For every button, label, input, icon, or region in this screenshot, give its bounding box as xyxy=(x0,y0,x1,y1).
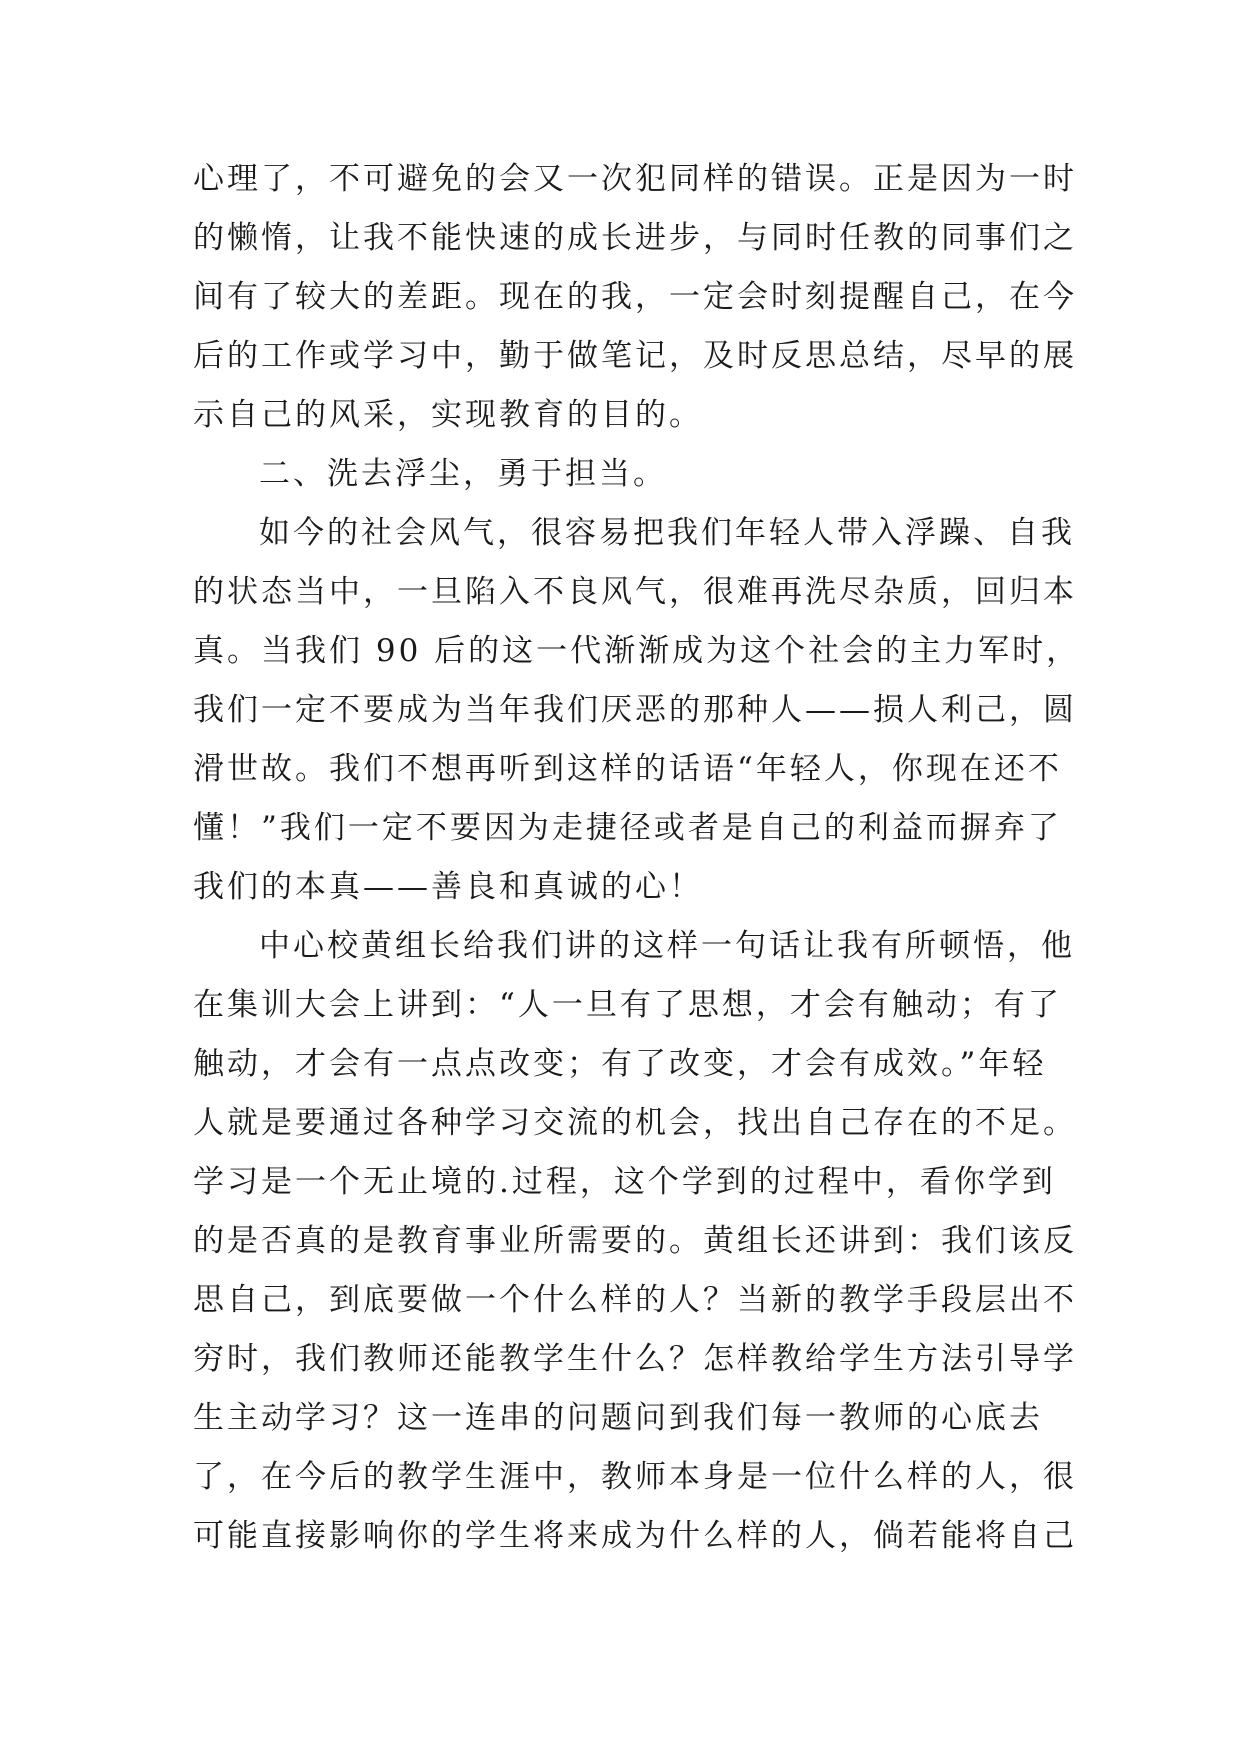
text-line: 的是否真的是教育事业所需要的。黄组长还讲到：我们该反 xyxy=(193,1223,1077,1259)
section-heading: 二、洗去浮尘，勇于担当。 xyxy=(259,456,667,492)
text-line: 真。当我们 90 后的这一代渐渐成为这个社会的主力军时， xyxy=(193,633,1081,669)
text-line: 触动，才会有一点点改变；有了改变，才会有成效。”年轻 xyxy=(193,1046,1047,1082)
text-line: 示自己的风采，实现教育的目的。 xyxy=(193,397,703,433)
text-line: 生主动学习？这一连串的问题问到我们每一教师的心底去 xyxy=(193,1400,1043,1436)
text-line: 中心校黄组长给我们讲的这样一句话让我有所顿悟，他 xyxy=(259,928,1075,964)
text-line: 间有了较大的差距。现在的我，一定会时刻提醒自己，在今 xyxy=(193,279,1077,315)
text-line: 我们一定不要成为当年我们厌恶的那种人——损人利己，圆 xyxy=(193,692,1077,728)
text-line: 穷时，我们教师还能教学生什么？怎样教给学生方法引导学 xyxy=(193,1341,1077,1377)
text-line: 学习是一个无止境的.过程，这个学到的过程中，看你学到 xyxy=(193,1164,1056,1200)
text-line: 我们的本真——善良和真诚的心！ xyxy=(193,869,703,905)
text-line: 如今的社会风气，很容易把我们年轻人带入浮躁、自我 xyxy=(259,515,1075,551)
text-line: 的状态当中，一旦陷入不良风气，很难再洗尽杂质，回归本 xyxy=(193,574,1077,610)
text-line: 人就是要通过各种学习交流的机会，找出自己存在的不足。 xyxy=(193,1105,1077,1141)
text-line: 后的工作或学习中，勤于做笔记，及时反思总结，尽早的展 xyxy=(193,338,1077,374)
text-line: 心理了，不可避免的会又一次犯同样的错误。正是因为一时 xyxy=(193,161,1077,197)
text-line: 可能直接影响你的学生将来成为什么样的人，倘若能将自己 xyxy=(193,1518,1077,1554)
text-line: 懂！”我们一定不要因为走捷径或者是自己的利益而摒弃了 xyxy=(193,810,1062,846)
text-line: 了，在今后的教学生涯中，教师本身是一位什么样的人，很 xyxy=(193,1459,1077,1495)
text-line: 的懒惰，让我不能快速的成长进步，与同时任教的同事们之 xyxy=(193,220,1077,256)
document-body xyxy=(193,150,1081,1566)
text-line: 思自己，到底要做一个什么样的人？当新的教学手段层出不 xyxy=(193,1282,1077,1318)
text-line: 滑世故。我们不想再听到这样的话语“年轻人，你现在还不 xyxy=(193,751,1062,787)
text-line: 在集训大会上讲到：“人一旦有了思想，才会有触动；有了 xyxy=(193,987,1062,1023)
